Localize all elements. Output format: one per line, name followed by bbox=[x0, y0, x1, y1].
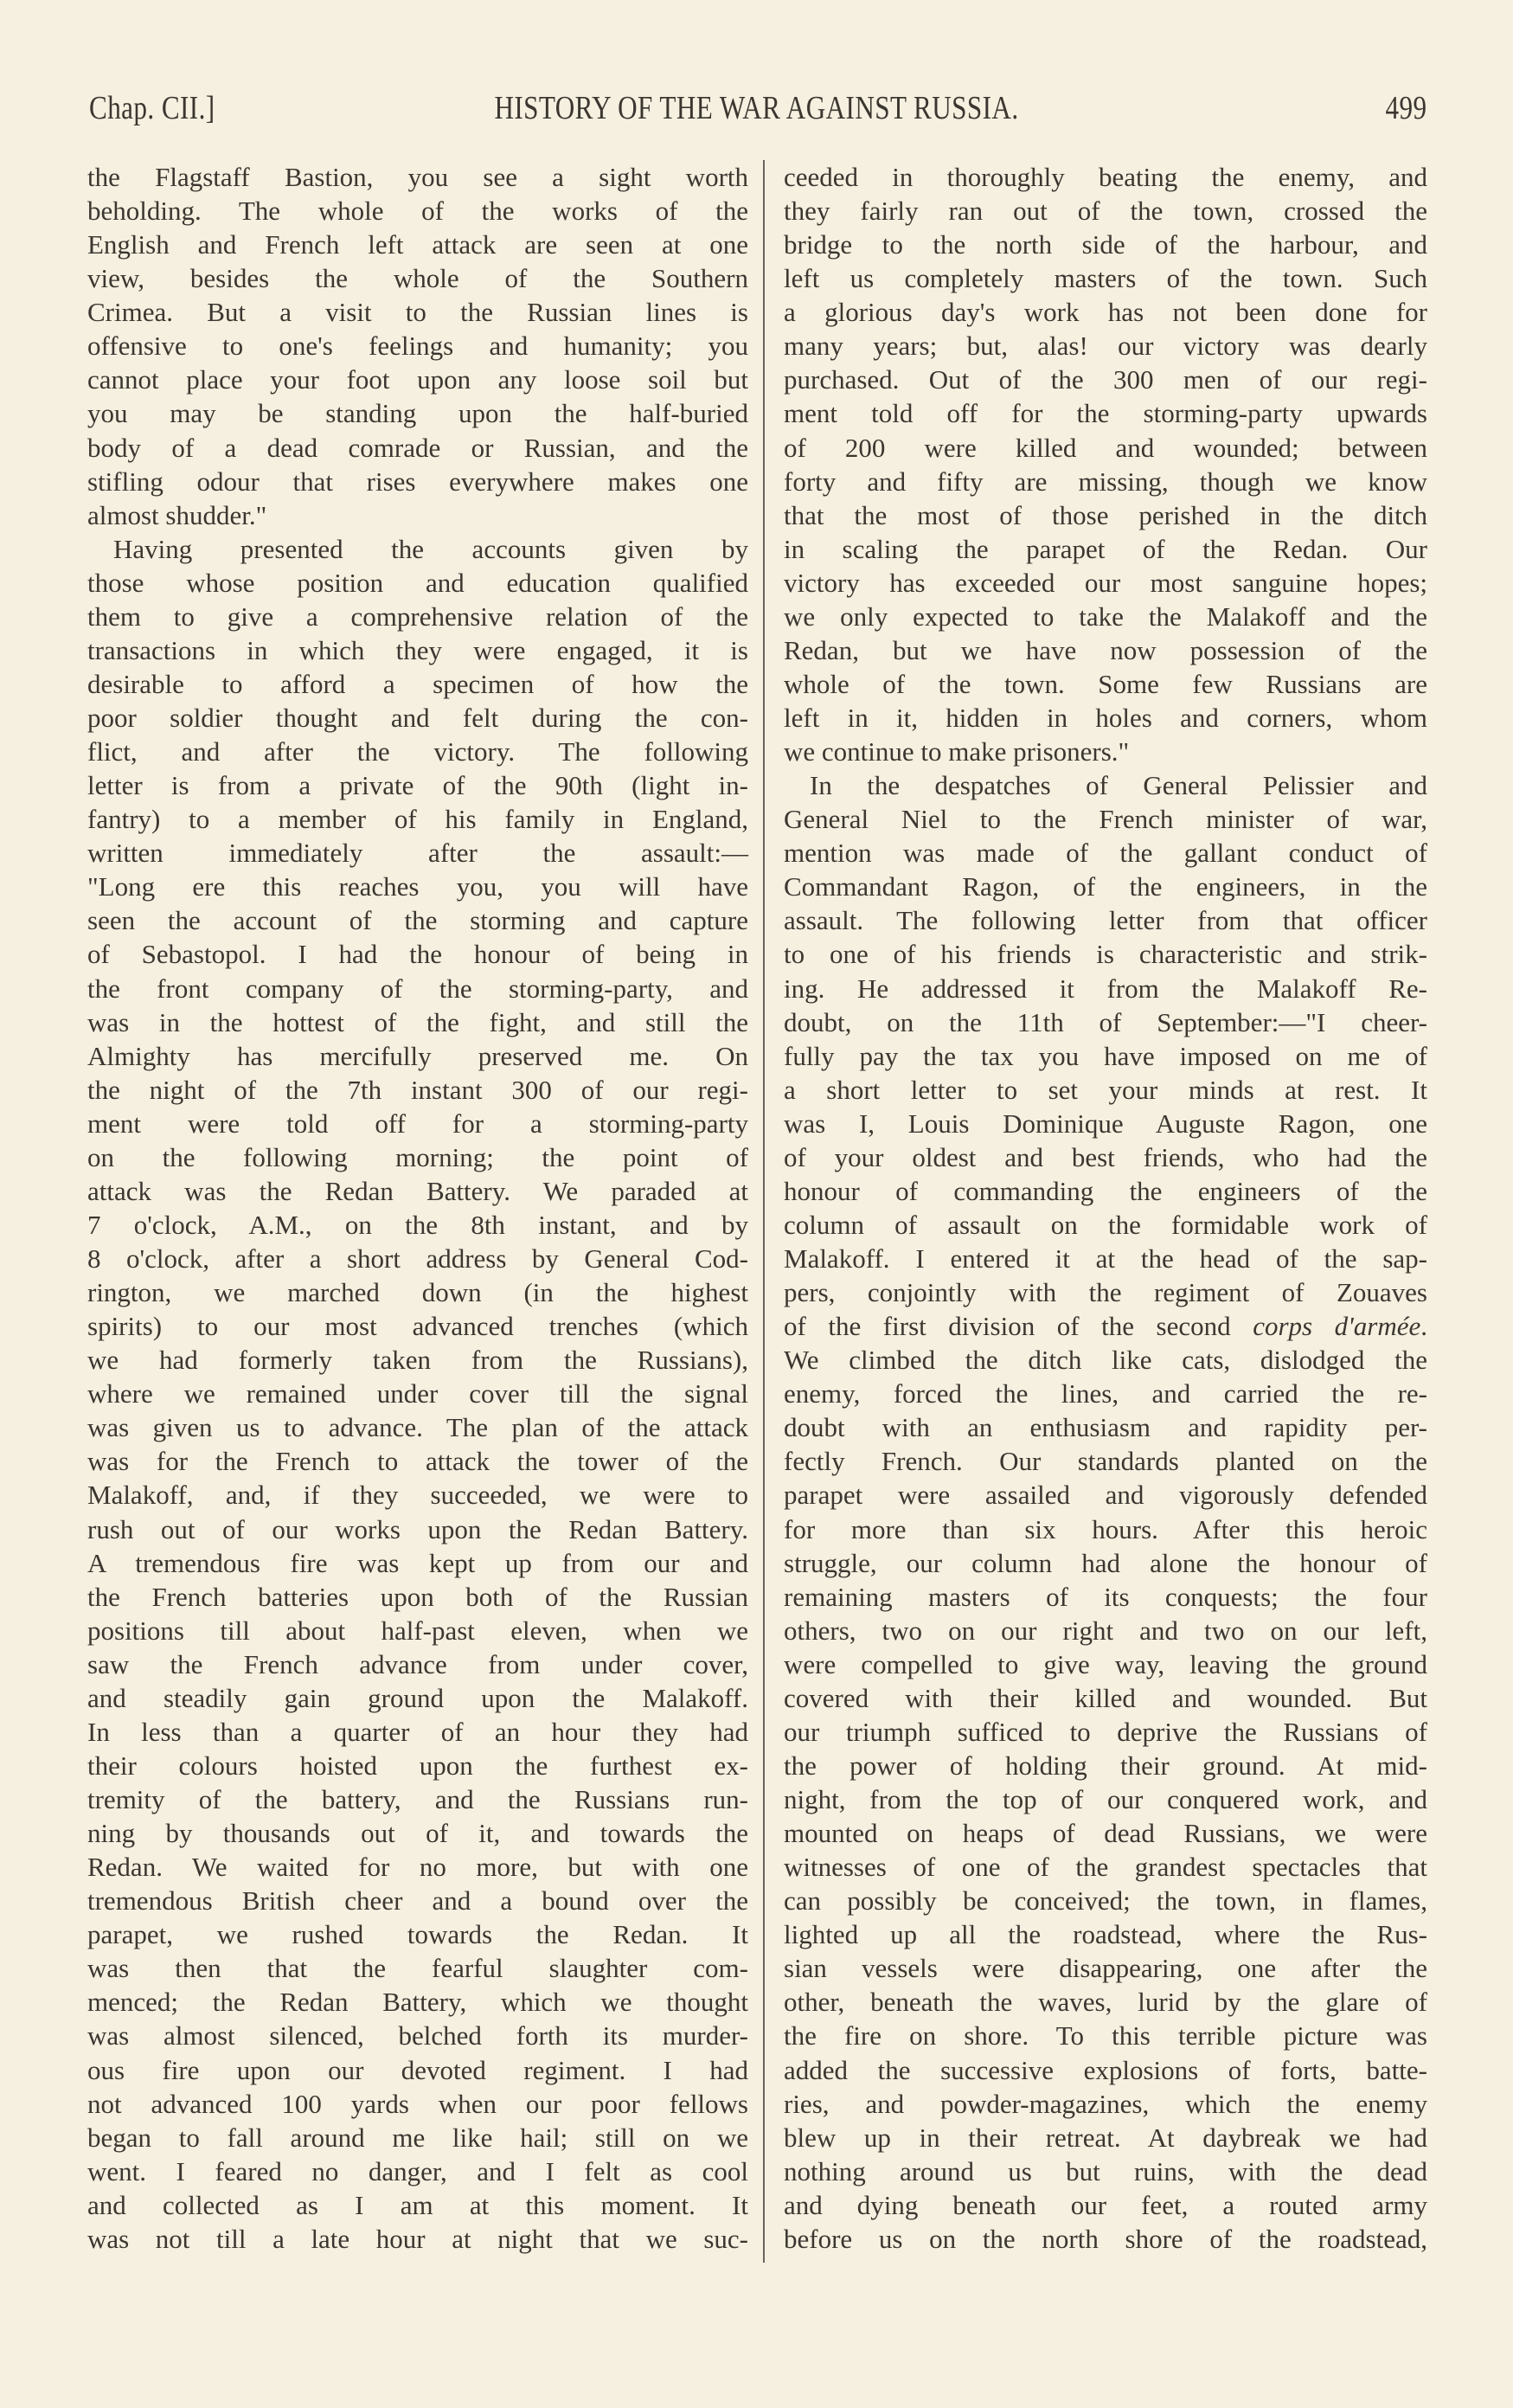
text-line bbox=[87, 532, 748, 566]
line-text: Redan, but we have now possession of the bbox=[784, 634, 1427, 665]
text-line bbox=[87, 633, 748, 667]
line-text: In less than a quarter of an hour they had bbox=[87, 1716, 748, 1747]
line-text: flict, and after the victory. The following bbox=[87, 736, 748, 767]
line-text: forty and fifty are missing, though we know bbox=[784, 466, 1427, 497]
line-text: menced; the Redan Battery, which we thought bbox=[87, 1987, 748, 2018]
text-line bbox=[87, 1275, 748, 1309]
text-line bbox=[784, 1681, 1427, 1715]
text-line bbox=[87, 465, 748, 498]
line-text: was I, Louis Dominique Auguste Ragon, one bbox=[784, 1108, 1427, 1139]
line-text-after: . bbox=[1420, 1311, 1427, 1342]
text-line bbox=[87, 870, 748, 903]
text-line bbox=[87, 1073, 748, 1107]
line-text: to one of his friends is characteristic and strik- bbox=[784, 939, 1427, 970]
text-line bbox=[784, 1478, 1427, 1512]
text-line bbox=[784, 633, 1427, 667]
line-text: honour of commanding the engineers of the bbox=[784, 1175, 1427, 1206]
text-line bbox=[87, 261, 748, 295]
text-line bbox=[87, 937, 748, 971]
text-line bbox=[87, 1140, 748, 1174]
text-line bbox=[784, 937, 1427, 971]
text-line bbox=[87, 396, 748, 430]
line-text: left in it, hidden in holes and corners, whom bbox=[784, 703, 1427, 733]
text-line bbox=[87, 836, 748, 870]
text-line bbox=[784, 1782, 1427, 1816]
line-text: stifling odour that rises everywhere makes one bbox=[87, 466, 748, 497]
line-text: many years; but, alas! our victory was dearly bbox=[784, 331, 1427, 362]
text-line bbox=[87, 1242, 748, 1275]
line-text: assault. The following letter from that officer bbox=[784, 905, 1427, 936]
text-line bbox=[784, 1580, 1427, 1614]
text-line bbox=[784, 465, 1427, 498]
text-line bbox=[784, 1174, 1427, 1208]
text-line bbox=[784, 768, 1427, 802]
line-text: left us completely masters of the town. Such bbox=[784, 263, 1427, 294]
text-line bbox=[784, 1884, 1427, 1917]
text-line bbox=[784, 1614, 1427, 1647]
text-line bbox=[784, 329, 1427, 363]
right-column bbox=[784, 160, 1427, 2256]
line-text: rington, we marched down (in the highest bbox=[87, 1277, 748, 1308]
line-text: lighted up all the roadstead, where the Rus- bbox=[784, 1919, 1427, 1950]
text-line bbox=[784, 1410, 1427, 1444]
text-line bbox=[784, 532, 1427, 566]
line-text: General Niel to the French minister of war, bbox=[784, 804, 1427, 835]
text-line bbox=[784, 667, 1427, 701]
text-line bbox=[784, 1242, 1427, 1275]
line-text: ries, and powder-magazines, which the enemy bbox=[784, 2088, 1427, 2119]
line-text: Malakoff. I entered it at the head of the sap- bbox=[784, 1243, 1427, 1274]
line-text: Crimea. But a visit to the Russian lines is bbox=[87, 297, 748, 328]
line-text: Malakoff, and, if they succeeded, we were to bbox=[87, 1480, 748, 1511]
text-line bbox=[87, 2019, 748, 2052]
line-text: of your oldest and best friends, who had the bbox=[784, 1141, 1427, 1172]
text-line bbox=[784, 870, 1427, 903]
chapter-label: Chap. CII.] bbox=[89, 90, 215, 126]
text-line bbox=[784, 2188, 1427, 2222]
line-text: witnesses of one of the grandest spectacles that bbox=[784, 1852, 1427, 1883]
line-text: ing. He addressed it from the Malakoff Re- bbox=[784, 973, 1427, 1004]
text-line bbox=[87, 1647, 748, 1681]
line-text: our triumph sufficed to deprive the Russians of bbox=[784, 1716, 1427, 1747]
text-line bbox=[87, 1985, 748, 2019]
line-text: of Sebastopol. I had the honour of being in bbox=[87, 939, 748, 970]
line-text: was then that the fearful slaughter com- bbox=[87, 1953, 748, 1984]
text-line bbox=[784, 1715, 1427, 1749]
line-text: English and French left attack are seen at one bbox=[87, 229, 748, 260]
line-text: transactions in which they were engaged, it is bbox=[87, 634, 748, 665]
text-line bbox=[784, 566, 1427, 600]
text-line bbox=[87, 2121, 748, 2154]
text-line bbox=[87, 1917, 748, 1951]
text-line bbox=[87, 194, 748, 228]
line-text: ment were told off for a storming-party bbox=[87, 1108, 748, 1139]
text-line bbox=[784, 1309, 1427, 1343]
text-line bbox=[87, 600, 748, 633]
text-line bbox=[87, 2154, 748, 2188]
line-text: was for the French to attack the tower of the bbox=[87, 1446, 748, 1477]
text-line bbox=[784, 2121, 1427, 2154]
line-text: not advanced 100 yards when our poor fellows bbox=[87, 2088, 748, 2119]
line-text: we had formerly taken from the Russians), bbox=[87, 1345, 748, 1376]
line-text: blew up in their retreat. At daybreak we had bbox=[784, 2122, 1427, 2153]
text-line bbox=[784, 160, 1427, 194]
text-line bbox=[784, 1985, 1427, 2019]
line-text: saw the French advance from under cover, bbox=[87, 1648, 748, 1679]
line-text: 8 o'clock, after a short address by General Cod- bbox=[87, 1243, 748, 1274]
line-text: We climbed the ditch like cats, dislodged the bbox=[784, 1345, 1427, 1376]
line-text: Redan. We waited for no more, but with one bbox=[87, 1852, 748, 1883]
text-line bbox=[784, 228, 1427, 261]
text-line bbox=[87, 1816, 748, 1850]
line-text: "Long ere this reaches you, you will have bbox=[87, 871, 748, 902]
line-text: remaining masters of its conquests; the four bbox=[784, 1581, 1427, 1612]
text-line bbox=[784, 295, 1427, 329]
text-line bbox=[87, 2053, 748, 2087]
line-text: offensive to one's feelings and humanity; you bbox=[87, 331, 748, 362]
line-text: the power of holding their ground. At mid- bbox=[784, 1750, 1427, 1781]
text-line bbox=[87, 1715, 748, 1749]
line-text: where we remained under cover till the signal bbox=[87, 1378, 748, 1409]
line-text: was in the hottest of the fight, and still the bbox=[87, 1006, 748, 1037]
line-text: nothing around us but ruins, with the dead bbox=[784, 2155, 1427, 2186]
text-line bbox=[784, 1208, 1427, 1242]
line-text: the fire on shore. To this terrible picture was bbox=[784, 2020, 1427, 2052]
line-text: ning by thousands out of it, and towards the bbox=[87, 1818, 748, 1849]
text-line bbox=[784, 972, 1427, 1005]
line-text: can possibly be conceived; the town, in flames, bbox=[784, 1885, 1427, 1917]
text-line bbox=[784, 903, 1427, 937]
text-line bbox=[87, 667, 748, 701]
line-text: was given us to advance. The plan of the attack bbox=[87, 1412, 748, 1443]
text-line bbox=[784, 363, 1427, 396]
line-text: ous fire upon our devoted regiment. I had bbox=[87, 2054, 748, 2085]
text-line bbox=[87, 1850, 748, 1884]
line-text: desirable to afford a specimen of how the bbox=[87, 668, 748, 699]
text-line bbox=[784, 1917, 1427, 1951]
running-title: HISTORY OF THE WAR AGAINST RUSSIA. bbox=[494, 90, 1019, 126]
line-text: struggle, our column had alone the honour of bbox=[784, 1547, 1427, 1578]
page-number: 499 bbox=[1385, 90, 1426, 126]
line-text: was not till a late hour at night that we suc- bbox=[87, 2223, 748, 2254]
line-text: other, beneath the waves, lurid by the glare of bbox=[784, 1987, 1427, 2018]
text-line bbox=[784, 498, 1427, 532]
line-text: you may be standing upon the half-buried bbox=[87, 398, 748, 429]
line-text: covered with their killed and wounded. But bbox=[784, 1682, 1427, 1713]
text-line bbox=[87, 1884, 748, 1917]
line-text: added the successive explosions of forts, batte- bbox=[784, 2054, 1427, 2085]
text-line bbox=[784, 836, 1427, 870]
text-line bbox=[784, 396, 1427, 430]
text-line bbox=[784, 2087, 1427, 2121]
line-text: attack was the Redan Battery. We paraded at bbox=[87, 1175, 748, 1206]
text-line bbox=[784, 1951, 1427, 1985]
left-column bbox=[87, 160, 748, 2256]
text-line bbox=[87, 329, 748, 363]
text-line bbox=[87, 701, 748, 735]
text-line bbox=[87, 2222, 748, 2256]
line-text: in scaling the parapet of the Redan. Our bbox=[784, 533, 1427, 564]
text-line bbox=[87, 1039, 748, 1073]
text-line bbox=[87, 903, 748, 937]
text-line bbox=[87, 1681, 748, 1715]
line-text: In the despatches of General Pelissier and bbox=[810, 770, 1427, 801]
text-line bbox=[87, 1749, 748, 1782]
text-line bbox=[87, 1208, 748, 1242]
text-line bbox=[87, 1309, 748, 1343]
text-line bbox=[87, 735, 748, 768]
text-line bbox=[784, 735, 1427, 768]
line-text: they fairly ran out of the town, crossed the bbox=[784, 196, 1427, 227]
text-line bbox=[87, 2188, 748, 2222]
text-line bbox=[784, 2222, 1427, 2256]
line-text: their colours hoisted upon the furthest ex- bbox=[87, 1750, 748, 1781]
line-text: cannot place your foot upon any loose soil but bbox=[87, 364, 748, 395]
line-text: and steadily gain ground upon the Malakoff. bbox=[87, 1682, 748, 1713]
text-line bbox=[87, 1782, 748, 1816]
line-text: fully pay the tax you have imposed on me of bbox=[784, 1040, 1427, 1071]
text-line bbox=[87, 1951, 748, 1985]
line-text: 7 o'clock, A.M., on the 8th instant, and by bbox=[87, 1209, 748, 1240]
line-text: the front company of the storming-party, and bbox=[87, 973, 748, 1004]
text-line bbox=[784, 1107, 1427, 1140]
line-text: bridge to the north side of the harbour, and bbox=[784, 229, 1427, 260]
line-text: the night of the 7th instant 300 of our regi- bbox=[87, 1074, 748, 1105]
line-text: Having presented the accounts given by bbox=[113, 533, 748, 564]
line-text: tremendous British cheer and a bound over the bbox=[87, 1885, 748, 1917]
text-line bbox=[87, 498, 748, 532]
line-text: column of assault on the formidable work of bbox=[784, 1209, 1427, 1240]
text-line bbox=[87, 228, 748, 261]
text-line bbox=[784, 2053, 1427, 2087]
line-text: for more than six hours. After this heroic bbox=[784, 1513, 1427, 1544]
line-text: that the most of those perished in the ditch bbox=[784, 499, 1427, 530]
line-text: whole of the town. Some few Russians are bbox=[784, 668, 1427, 699]
text-line bbox=[784, 1377, 1427, 1410]
text-line bbox=[87, 1343, 748, 1377]
text-line bbox=[87, 972, 748, 1005]
text-line bbox=[87, 1377, 748, 1410]
text-line bbox=[784, 1039, 1427, 1073]
text-line bbox=[784, 600, 1427, 633]
text-line bbox=[784, 1444, 1427, 1478]
text-line bbox=[87, 1512, 748, 1546]
line-text: letter is from a private of the 90th (light in- bbox=[87, 770, 748, 801]
line-text: before us on the north shore of the roadstead, bbox=[784, 2223, 1427, 2254]
line-text: view, besides the whole of the Southern bbox=[87, 263, 748, 294]
line-text: written immediately after the assault:— bbox=[87, 838, 748, 869]
text-line bbox=[784, 701, 1427, 735]
text-line bbox=[784, 1343, 1427, 1377]
line-text: on the following morning; the point of bbox=[87, 1141, 748, 1172]
text-line bbox=[784, 2154, 1427, 2188]
line-text: parapet were assailed and vigorously defended bbox=[784, 1480, 1427, 1511]
text-line bbox=[87, 1614, 748, 1647]
text-line bbox=[784, 2019, 1427, 2052]
text-line bbox=[87, 1410, 748, 1444]
text-line bbox=[87, 566, 748, 600]
column-divider bbox=[763, 160, 765, 2263]
line-text: others, two on our right and two on our left, bbox=[784, 1615, 1427, 1646]
line-text: doubt with an enthusiasm and rapidity per- bbox=[784, 1412, 1427, 1443]
line-text: doubt, on the 11th of September:—"I cheer- bbox=[784, 1006, 1427, 1037]
text-line bbox=[784, 1005, 1427, 1039]
text-line bbox=[87, 1478, 748, 1512]
line-text: of 200 were killed and wounded; between bbox=[784, 432, 1427, 463]
line-text: we only expected to take the Malakoff and the bbox=[784, 600, 1427, 632]
text-line bbox=[784, 1275, 1427, 1309]
text-line bbox=[784, 1140, 1427, 1174]
text-line bbox=[784, 1749, 1427, 1782]
line-text: ceeded in thoroughly beating the enemy, and bbox=[784, 162, 1427, 192]
line-text: and dying beneath our feet, a routed army bbox=[784, 2189, 1427, 2220]
text-line bbox=[784, 194, 1427, 228]
text-line bbox=[784, 1816, 1427, 1850]
text-line bbox=[87, 768, 748, 802]
text-line bbox=[87, 295, 748, 329]
text-line bbox=[87, 1444, 748, 1478]
text-line bbox=[784, 431, 1427, 465]
italic-phrase: corps d'armée bbox=[1253, 1311, 1421, 1342]
line-text: beholding. The whole of the works of the bbox=[87, 196, 748, 227]
line-text: positions till about half-past eleven, when we bbox=[87, 1615, 748, 1646]
text-line bbox=[87, 363, 748, 396]
line-text: A tremendous fire was kept up from our and bbox=[87, 1547, 748, 1578]
line-text: mounted on heaps of dead Russians, we were bbox=[784, 1818, 1427, 1849]
line-text: of the first division of the second bbox=[784, 1311, 1253, 1342]
line-text: almost shudder." bbox=[87, 499, 267, 530]
line-text: sian vessels were disappearing, one after the bbox=[784, 1953, 1427, 1984]
text-line bbox=[784, 802, 1427, 836]
line-text: seen the account of the storming and capture bbox=[87, 905, 748, 936]
line-text: Commandant Ragon, of the engineers, in the bbox=[784, 871, 1427, 902]
line-text: began to fall around me like hail; still on we bbox=[87, 2122, 748, 2153]
line-text: enemy, forced the lines, and carried the re- bbox=[784, 1378, 1427, 1409]
line-text: Almighty has mercifully preserved me. On bbox=[87, 1040, 748, 1071]
line-text: was almost silenced, belched forth its murder- bbox=[87, 2020, 748, 2052]
text-line bbox=[87, 1546, 748, 1580]
line-text: went. I feared no danger, and I felt as cool bbox=[87, 2155, 748, 2186]
line-text: a glorious day's work has not been done for bbox=[784, 297, 1427, 328]
line-text: spirits) to our most advanced trenches (which bbox=[87, 1311, 748, 1342]
text-line bbox=[87, 160, 748, 194]
line-text: we continue to make prisoners." bbox=[784, 736, 1130, 767]
line-text: body of a dead comrade or Russian, and the bbox=[87, 432, 748, 463]
line-text: ment told off for the storming-party upwards bbox=[784, 398, 1427, 429]
text-line bbox=[784, 1546, 1427, 1580]
text-line bbox=[87, 1005, 748, 1039]
text-line bbox=[784, 261, 1427, 295]
line-text: the Flagstaff Bastion, you see a sight worth bbox=[87, 162, 748, 192]
line-text: fectly French. Our standards planted on the bbox=[784, 1446, 1427, 1477]
line-text: were compelled to give way, leaving the ground bbox=[784, 1648, 1427, 1679]
line-text: purchased. Out of the 300 men of our regi- bbox=[784, 364, 1427, 395]
text-line bbox=[784, 1850, 1427, 1884]
line-text: the French batteries upon both of the Russian bbox=[87, 1581, 748, 1612]
line-text: fantry) to a member of his family in England, bbox=[87, 804, 748, 835]
line-text: rush out of our works upon the Redan Battery. bbox=[87, 1513, 748, 1544]
line-text: poor soldier thought and felt during the con- bbox=[87, 703, 748, 733]
line-text: them to give a comprehensive relation of the bbox=[87, 600, 748, 632]
text-line bbox=[784, 1512, 1427, 1546]
text-line bbox=[784, 1647, 1427, 1681]
text-line bbox=[784, 1073, 1427, 1107]
line-text: tremity of the battery, and the Russians run- bbox=[87, 1784, 748, 1814]
text-line bbox=[87, 1580, 748, 1614]
line-text: and collected as I am at this moment. It bbox=[87, 2189, 748, 2220]
line-text: mention was made of the gallant conduct of bbox=[784, 838, 1427, 869]
line-text: victory has exceeded our most sanguine hopes; bbox=[784, 567, 1427, 598]
text-line bbox=[87, 1107, 748, 1140]
text-line bbox=[87, 1174, 748, 1208]
line-text: those whose position and education qualified bbox=[87, 567, 748, 598]
line-text: night, from the top of our conquered work, and bbox=[784, 1784, 1427, 1814]
text-line bbox=[87, 802, 748, 836]
line-text: a short letter to set your minds at rest. It bbox=[784, 1074, 1427, 1105]
line-text: parapet, we rushed towards the Redan. It bbox=[87, 1919, 748, 1950]
text-line bbox=[87, 2087, 748, 2121]
text-line bbox=[87, 431, 748, 465]
line-text: pers, conjointly with the regiment of Zouaves bbox=[784, 1277, 1427, 1308]
